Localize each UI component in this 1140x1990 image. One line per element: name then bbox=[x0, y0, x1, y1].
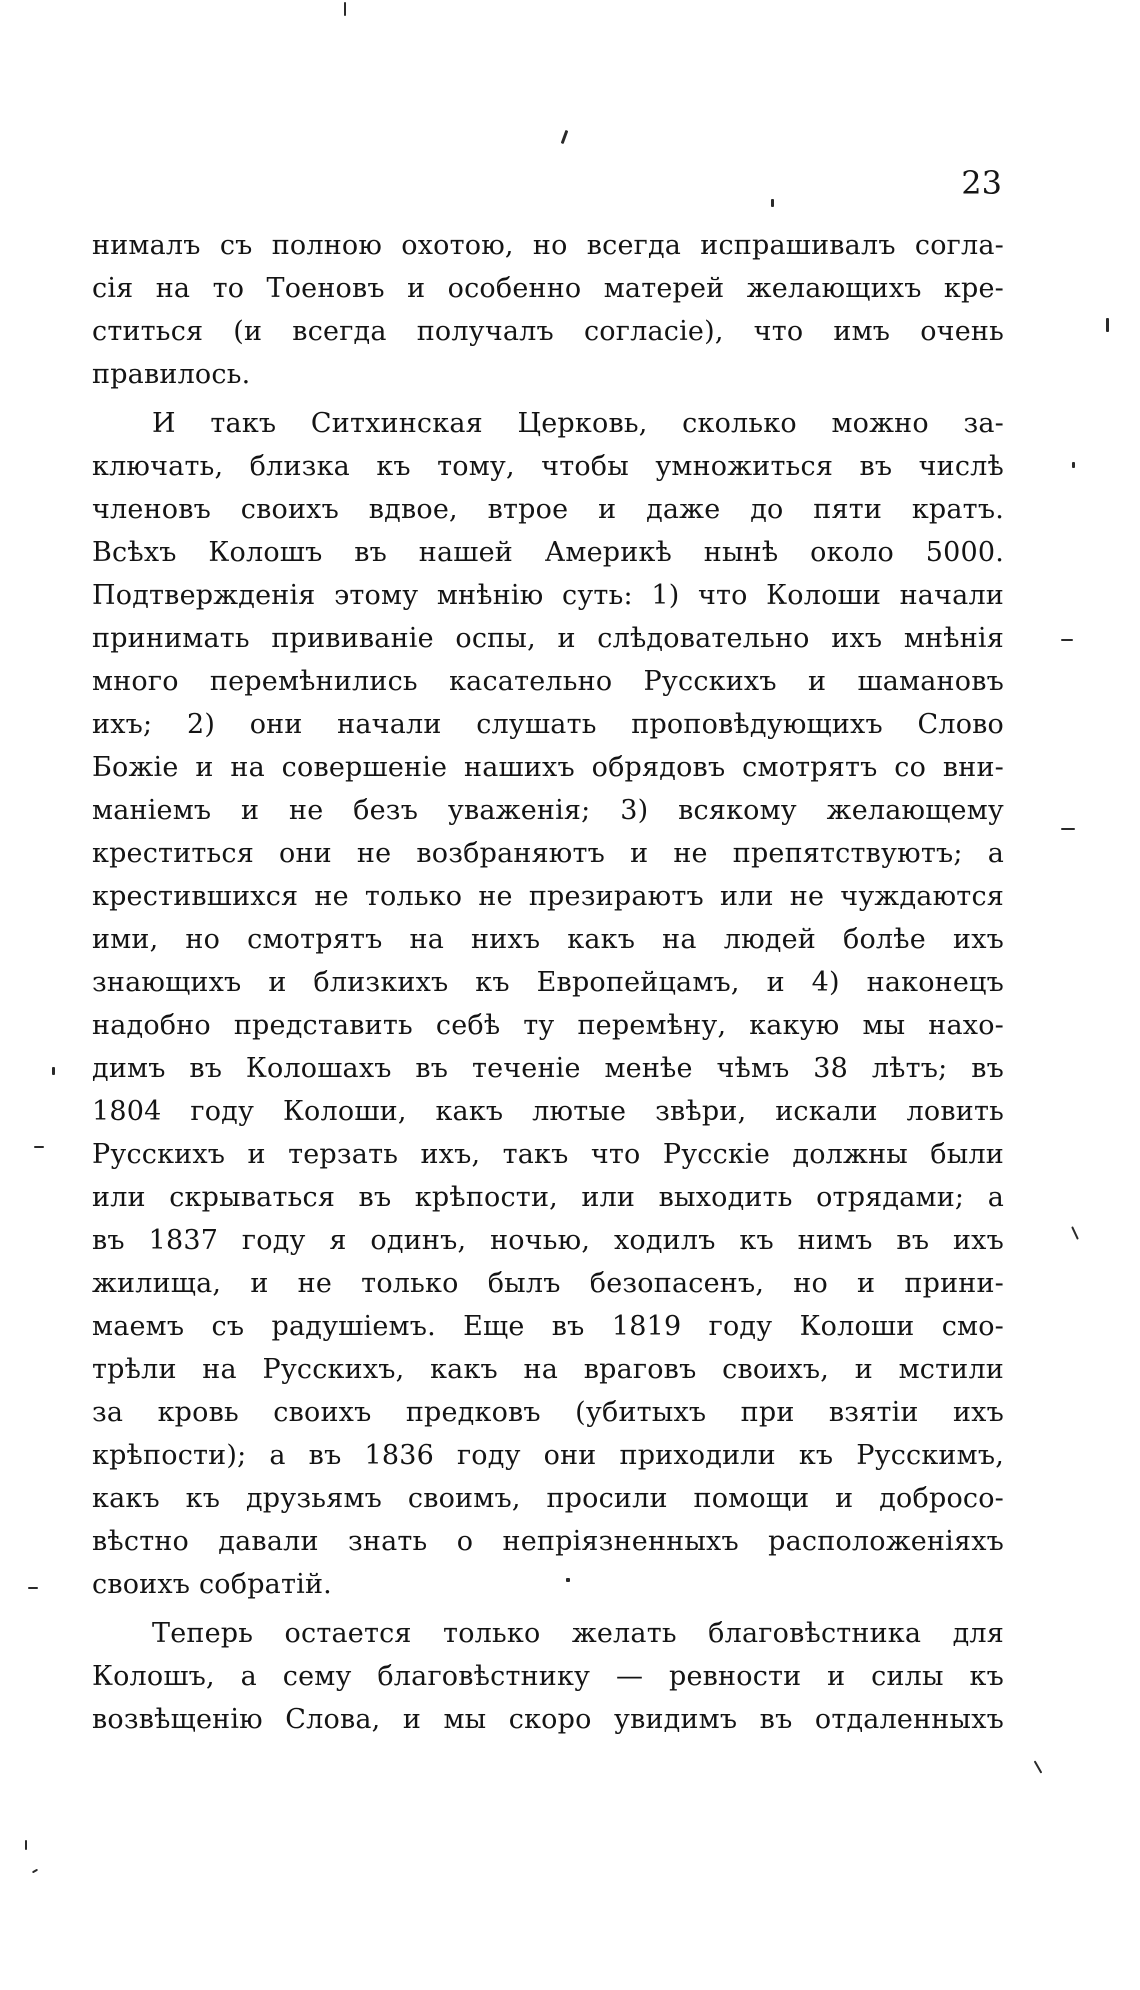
text-line: въ 1837 году я одинъ, ночью, ходилъ къ нимъ въ ихъ bbox=[92, 1225, 1004, 1256]
text-line: за кровь своихъ предковъ (убитыхъ при взятіи ихъ bbox=[92, 1397, 1004, 1428]
text-line: трѣли на Русскихъ, какъ на враговъ своихъ, и мстили bbox=[92, 1354, 1004, 1385]
text-line: димъ въ Колошахъ въ теченіе менѣе чѣмъ 38 лѣтъ; въ bbox=[92, 1053, 1004, 1084]
text-line: членовъ своихъ вдвое, втрое и даже до пяти кратъ. bbox=[92, 494, 1004, 525]
text-line: или скрываться въ крѣпости, или выходить отрядами; а bbox=[92, 1182, 1004, 1213]
text-line: крѣпости); а въ 1836 году они приходили къ Русскимъ, bbox=[92, 1440, 1004, 1471]
text-line: какъ къ друзьямъ своимъ, просили помощи и добросо- bbox=[92, 1483, 1004, 1514]
text-line: нималъ съ полною охотою, но всегда испрашивалъ согла- bbox=[92, 230, 1004, 261]
body-text bbox=[92, 224, 1004, 1747]
text-line: ими, но смотрятъ на нихъ какъ на людей болѣе ихъ bbox=[92, 924, 1004, 955]
scan-speck bbox=[1061, 639, 1073, 641]
text-line: Всѣхъ Колошъ въ нашей Америкѣ нынѣ около 5000. bbox=[92, 537, 1004, 568]
scan-speck bbox=[25, 1840, 27, 1850]
paragraph-3 bbox=[92, 1612, 1004, 1741]
text-line: много перемѣнились касательно Русскихъ и шамановъ bbox=[92, 666, 1004, 697]
text-line: Подтвержденія этому мнѣнію суть: 1) что Колоши начали bbox=[92, 580, 1004, 611]
page-number: 23 bbox=[961, 164, 1002, 202]
text-line: ключать, близка къ тому, чтобы умножиться въ числѣ bbox=[92, 451, 1004, 482]
scan-speck bbox=[344, 2, 346, 16]
text-line: Русскихъ и терзать ихъ, такъ что Русскіе должны были bbox=[92, 1139, 1004, 1170]
text-line: Теперь остается только желать благовѣстника для bbox=[152, 1618, 1004, 1649]
paragraph-1 bbox=[92, 224, 1004, 396]
text-line: вѣстно давали знать о непріязненныхъ расположеніяхъ bbox=[92, 1526, 1004, 1557]
text-line: 1804 году Колоши, какъ лютые звѣри, искали ловить bbox=[92, 1096, 1004, 1127]
text-line: крестившихся не только не презираютъ или не чуждаются bbox=[92, 881, 1004, 912]
scan-speck bbox=[1106, 318, 1109, 332]
text-line: правилось. bbox=[92, 359, 251, 390]
text-line: маемъ съ радушіемъ. Еще въ 1819 году Колоши смо- bbox=[92, 1311, 1004, 1342]
text-line: знающихъ и близкихъ къ Европейцамъ, и 4) наконецъ bbox=[92, 967, 1004, 998]
text-line: жилища, и не только былъ безопасенъ, но и прини- bbox=[92, 1268, 1004, 1299]
scan-speck bbox=[32, 1869, 38, 1874]
text-line: надобно представить себѣ ту перемѣну, какую мы нахо- bbox=[92, 1010, 1004, 1041]
paragraph-2 bbox=[92, 402, 1004, 1606]
text-line: ихъ; 2) они начали слушать проповѣдующихъ Слово bbox=[92, 709, 1004, 740]
text-line: Колошъ, а сему благовѣстнику — ревности и силы къ bbox=[92, 1661, 1004, 1692]
text-line: ститься (и всегда получалъ согласіе), что имъ очень bbox=[92, 316, 1004, 347]
text-line: сія на то Тоеновъ и особенно матерей желающихъ кре- bbox=[92, 273, 1004, 304]
text-line: Божіе и на совершеніе нашихъ обрядовъ смотрятъ со вни- bbox=[92, 752, 1004, 783]
scan-speck bbox=[34, 1146, 44, 1148]
scan-speck bbox=[771, 199, 774, 207]
text-line: возвѣщенію Слова, и мы скоро увидимъ въ отдаленныхъ bbox=[92, 1704, 1004, 1735]
scan-speck bbox=[28, 1587, 38, 1589]
text-line: креститься они не возбраняютъ и не препятствуютъ; а bbox=[92, 838, 1004, 869]
scan-speck bbox=[1061, 828, 1075, 830]
scan-speck bbox=[566, 1578, 570, 1582]
scan-speck bbox=[1071, 1226, 1079, 1240]
text-line: И такъ Ситхинская Церковь, сколько можно за- bbox=[152, 408, 1004, 439]
text-line: маніемъ и не безъ уваженія; 3) всякому желающему bbox=[92, 795, 1004, 826]
scan-speck bbox=[1072, 462, 1075, 468]
scan-speck bbox=[1034, 1760, 1043, 1773]
scan-speck bbox=[561, 130, 569, 144]
scan-speck bbox=[52, 1067, 55, 1075]
text-line: принимать прививаніе оспы, и слѣдовательно ихъ мнѣнія bbox=[92, 623, 1004, 654]
text-line: своихъ собратій. bbox=[92, 1569, 332, 1600]
